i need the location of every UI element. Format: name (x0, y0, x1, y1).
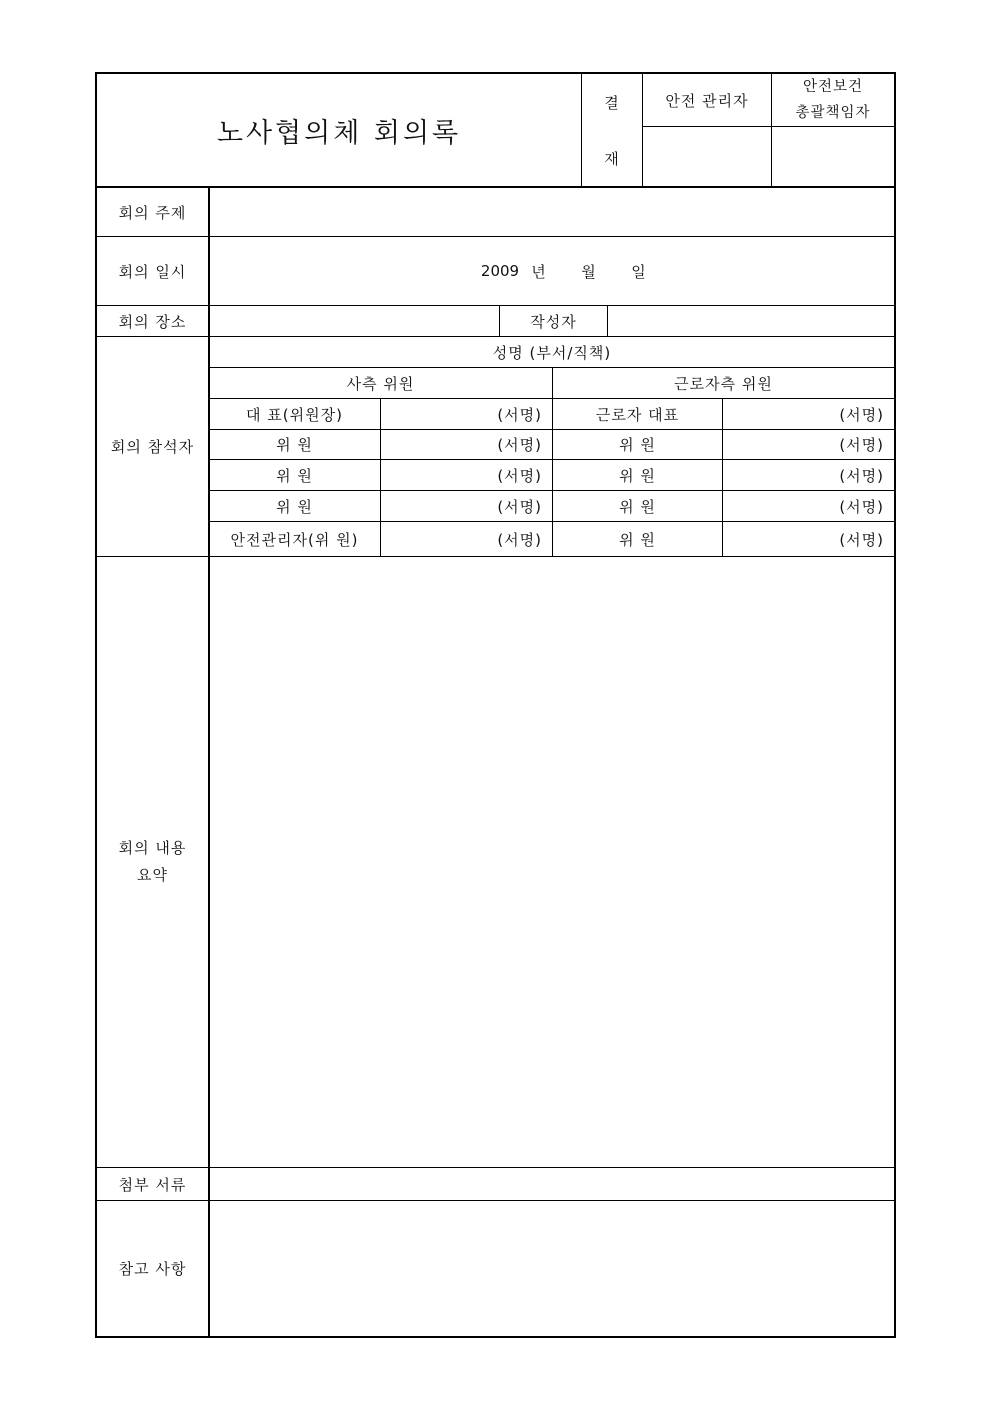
worker-sign-cell[interactable]: (서명) (839, 405, 884, 424)
worker-members-header: 근로자측 위원 (674, 374, 773, 393)
worker-role-cell: 근로자 대표 (595, 405, 680, 424)
attachments-field[interactable] (210, 1168, 894, 1200)
author-field[interactable] (609, 306, 894, 336)
company-sign-cell[interactable]: (서명) (497, 497, 542, 516)
notes-field[interactable] (210, 1201, 894, 1336)
approver-safety-manager: 안전 관리자 (665, 91, 749, 110)
divider (607, 305, 608, 336)
attendees-label: 회의 참석자 (110, 438, 195, 456)
worker-role-cell: 위 원 (619, 530, 656, 549)
signature-box-chief[interactable] (772, 127, 894, 186)
summary-label (97, 557, 208, 1167)
company-role-cell: 위 원 (276, 436, 313, 454)
notes-label: 참고 사항 (118, 1260, 187, 1278)
signature-box-safety-manager[interactable] (643, 127, 771, 186)
worker-sign-cell[interactable]: (서명) (839, 497, 884, 516)
approval-char-2: 재 (604, 149, 620, 168)
approval-char-1: 결 (604, 93, 620, 112)
summary-label-line2: 요약 (137, 866, 168, 884)
datetime-year-unit: 년 (531, 262, 547, 281)
worker-role-cell: 위 원 (619, 497, 656, 516)
place-field[interactable] (210, 306, 498, 336)
approver-chief-line2: 총괄책임자 (795, 105, 871, 121)
attachments-label: 첨부 서류 (118, 1175, 187, 1194)
company-sign-cell[interactable]: (서명) (497, 436, 542, 454)
datetime-field[interactable] (210, 237, 894, 305)
worker-sign-cell[interactable]: (서명) (839, 466, 884, 485)
worker-sign-cell[interactable]: (서명) (839, 530, 884, 549)
datetime-day-unit: 일 (631, 262, 647, 281)
worker-role-cell: 위 원 (619, 436, 656, 454)
summary-field[interactable] (210, 557, 894, 1167)
author-label: 작성자 (530, 312, 577, 331)
company-role-cell: 안전관리자(위 원) (230, 530, 359, 549)
company-role-cell: 대 표(위원장) (246, 405, 343, 424)
company-sign-cell[interactable]: (서명) (497, 405, 542, 424)
summary-label-line1: 회의 내용 (118, 839, 187, 857)
worker-role-cell: 위 원 (619, 466, 656, 485)
company-role-cell: 위 원 (276, 497, 313, 516)
company-members-header: 사측 위원 (346, 374, 415, 393)
approver-chief (772, 74, 894, 126)
attendees-name-header: 성명 (부서/직책) (492, 343, 612, 362)
place-label: 회의 장소 (118, 312, 187, 331)
approver-chief-line1: 안전보건 (802, 79, 864, 95)
form-title: 노사협의체 회의록 (216, 117, 462, 149)
subject-label: 회의 주제 (118, 203, 187, 222)
datetime-label: 회의 일시 (118, 262, 187, 281)
datetime-month-unit: 월 (581, 262, 597, 281)
company-sign-cell[interactable]: (서명) (497, 466, 542, 485)
company-sign-cell[interactable]: (서명) (497, 530, 542, 549)
company-role-cell: 위 원 (276, 466, 313, 485)
worker-sign-cell[interactable]: (서명) (839, 436, 884, 454)
datetime-year: 2009 (480, 262, 520, 280)
subject-field[interactable] (210, 188, 894, 236)
